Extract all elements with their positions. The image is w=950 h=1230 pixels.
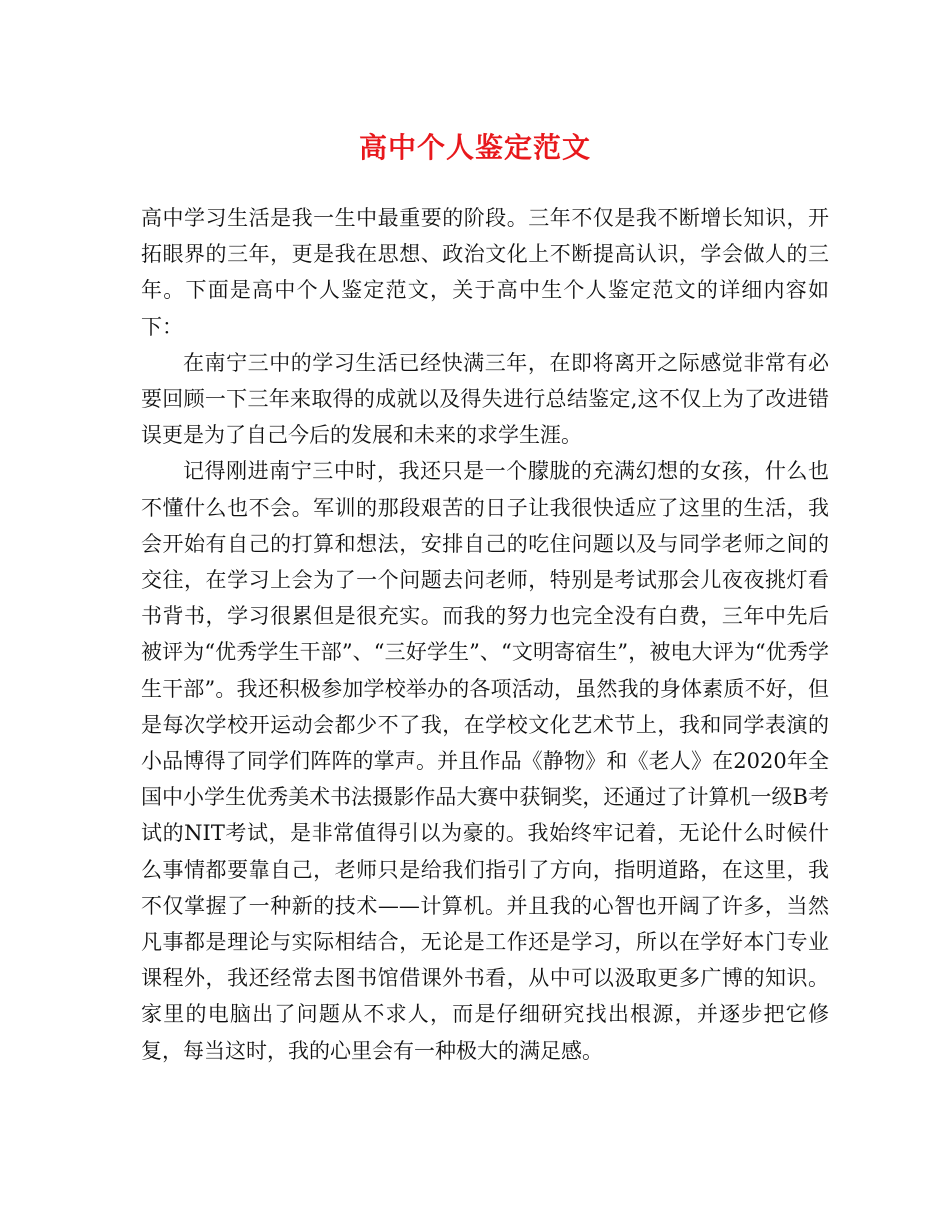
body-paragraph: 记得刚进南宁三中时，我还只是一个朦胧的充满幻想的女孩，什么也不懂什么也不会。军训的那段艰苦的日子让我很快适应了这里的生活，我会开始有自己的打算和想法，安排自己的吃住问题以及与同学老师之间的交往，在学习上会为了一个问题去问老师，特别是考试那会儿夜夜挑灯看书背书，学习很累但是很充实。而我的努力也完全没有白费，三年中先后被评为“优秀学生干部”、“三好学生”、“文明寄宿生”，被电大评为“优秀学生干部”。我还积极参加学校举办的各项活动，虽然我的身体素质不好，但是每次学校开运动会都少不了我，在学校文化艺术节上，我和同学表演的小品博得了同学们阵阵的掌声。并且作品《静物》和《老人》在2020年全国中小学生优秀美术书法摄影作品大赛中获铜奖，还通过了计算机一级B考试的NIT考试，是非常值得引以为豪的。我始终牢记着，无论什么时候什么事情都要靠自己，老师只是给我们指引了方向，指明道路，在这里，我不仅掌握了一种新的技术——计算机。并且我的心智也开阔了许多，当然凡事都是理论与实际相结合，无论是工作还是学习，所以在学好本门专业课程外，我还经常去图书馆借课外书看，从中可以汲取更多广博的知识。家里的电脑出了问题从不求人，而是仔细研究找出根源，并逐步把它修复，每当这时，我的心里会有一种极大的满足感。 — [141, 459, 829, 1063]
intro-paragraph: 高中学习生活是我一生中最重要的阶段。三年不仅是我不断增长知识，开拓眼界的三年，更是我在思想、政治文化上不断提高认识，学会做人的三年。下面是高中个人鉴定范文，关于高中生个人鉴定范文的详细内容如下： — [141, 206, 829, 339]
body-paragraph: 在南宁三中的学习生活已经快满三年，在即将离开之际感觉非常有必要回顾一下三年来取得的成就以及得失进行总结鉴定,这不仅上为了改进错误更是为了自己今后的发展和未来的求学生涯。 — [141, 350, 829, 448]
document-title: 高中个人鉴定范文 — [358, 131, 591, 164]
document-body — [141, 200, 829, 1069]
